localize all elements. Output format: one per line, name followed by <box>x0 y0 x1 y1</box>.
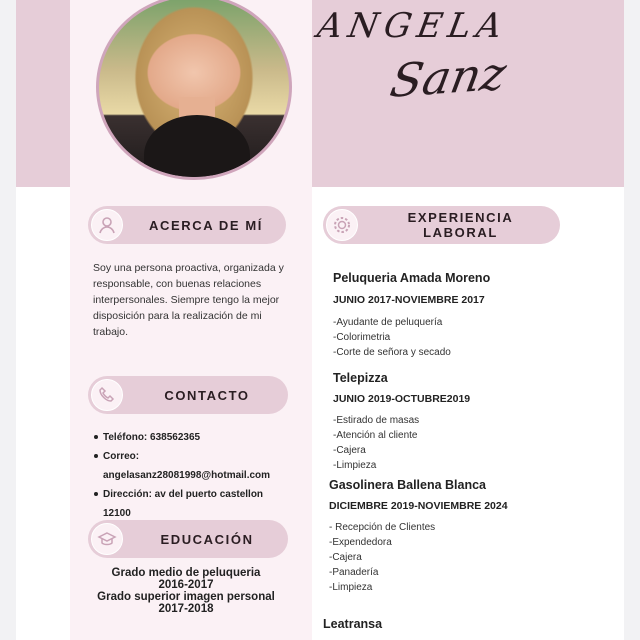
job-task: -Corte de señora y secado <box>333 347 451 358</box>
contact-phone: Teléfono: 638562365 <box>103 428 303 447</box>
resume-page <box>16 0 624 640</box>
graduation-cap-icon <box>91 523 123 555</box>
education-title: EDUCACIÓN <box>160 531 254 547</box>
about-text: Soy una persona proactiva, organizada y responsable, con buenas relaciones interpersonales. Siempre tengo la mejor disposición para la realización de mi trabajo. <box>93 262 284 338</box>
first-name: ANGELA <box>314 6 511 46</box>
job-task: -Cajera <box>329 552 362 563</box>
job-task: -Limpieza <box>333 460 377 471</box>
contact-address-number: 12100 <box>103 508 131 519</box>
job-dates: JUNIO 2017-NOVIEMBRE 2017 <box>333 294 485 306</box>
contact-email-label: Correo: <box>103 447 303 466</box>
job-dates: JUNIO 2019-OCTUBRE2019 <box>333 393 471 405</box>
job-entry <box>329 478 609 595</box>
job-task: -Atención al cliente <box>333 430 418 441</box>
job-entry <box>333 271 613 360</box>
job-dates: DICIEMBRE 2019-NOVIEMBRE 2024 <box>329 500 508 512</box>
job-company: Telepizza <box>333 371 388 385</box>
experience-title: EXPERIENCIA LABORAL <box>407 210 514 240</box>
about-title: ACERCA DE MÍ <box>148 217 264 233</box>
contact-title: CONTACTO <box>164 387 250 403</box>
profile-photo <box>96 0 292 180</box>
job-task: -Panadería <box>329 567 379 578</box>
contact-email: angelasanz28081998@hotmail.com <box>103 470 271 481</box>
job-tasks <box>333 413 613 473</box>
job-tasks <box>333 315 613 360</box>
about-header <box>88 206 286 244</box>
education-list <box>86 567 286 615</box>
last-name: Sanz <box>386 46 511 108</box>
experience-header <box>323 206 560 244</box>
education-line: Grado superior imagen personal <box>97 591 275 603</box>
job-company: Gasolinera Ballena Blanca <box>329 478 487 492</box>
job-task: -Cajera <box>333 445 366 456</box>
contact-address: Dirección: av del puerto castellon <box>103 485 303 504</box>
job-company: Peluqueria Amada Moreno <box>333 271 491 285</box>
education-line: 2017-2018 <box>158 603 214 615</box>
contact-list <box>103 428 303 523</box>
phone-icon <box>91 379 123 411</box>
education-line: Grado medio de peluqueria <box>111 567 261 579</box>
education-header <box>88 520 288 558</box>
gear-icon <box>326 209 358 241</box>
job-company: Leatransa <box>323 617 383 631</box>
job-task: -Ayudante de peluquería <box>333 317 443 328</box>
education-line: 2016-2017 <box>158 579 214 591</box>
job-tasks <box>329 520 609 595</box>
job-entry <box>333 371 613 473</box>
job-task: -Colorimetria <box>333 332 391 343</box>
job-entry <box>323 617 603 631</box>
job-task: -Estirado de masas <box>333 415 420 426</box>
contact-header <box>88 376 288 414</box>
job-task: - Recepción de Clientes <box>329 522 436 533</box>
user-icon <box>91 209 123 241</box>
job-task: -Limpieza <box>329 582 373 593</box>
job-task: -Expendedora <box>329 537 392 548</box>
